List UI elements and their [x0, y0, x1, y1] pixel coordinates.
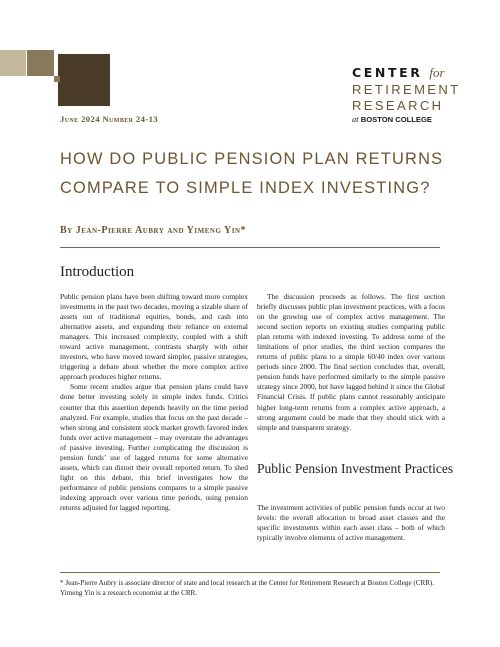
left-paragraph-1: Public pension plans have been shifting toward more complex investments in the past two decades, moving a sizable share of assets out of traditional equities, bonds, and cash into alternative assets, and expanding their reliance on external managers. This increased complexity, coupled with a shift toward active management, contrasts sharply with other investors, who have moved toward simpler, passive strategies, triggering a debate about whether the more complex active approach produces higher returns.	[60, 292, 248, 382]
header-square-dark	[58, 54, 110, 106]
header-square-mid	[27, 50, 54, 76]
divider-footnote	[60, 572, 440, 573]
right-column	[257, 292, 445, 433]
issue-line: June 2024 Number 24-13	[60, 114, 158, 124]
left-column	[60, 292, 248, 513]
footnote: * Jean-Pierre Aubry is associate director of state and local research at the Center for Retirement Research at Boston College (CRR). Yimeng Yin is a research economist at the CRR.	[60, 579, 435, 597]
header-square-light	[0, 50, 26, 76]
crr-logo: CENTER for RETIREMENT RESEARCH at BOSTON COLLEGE	[352, 65, 461, 124]
section-heading-introduction: Introduction	[60, 264, 135, 280]
divider-top	[60, 247, 440, 248]
header-square-small	[54, 76, 60, 82]
authors-line: By Jean-Pierre Aubry and Yimeng Yin*	[60, 225, 247, 236]
right-paragraph-2: The investment activities of public pension funds occur at two levels: the overall allocation to broad asset classes and the specific investments within each asset class – both of which typically involve elements of active management.	[257, 503, 445, 543]
section-heading-practices: Public Pension Investment Practices	[257, 461, 454, 476]
left-paragraph-2: Some recent studies argue that pension plans could have done better investing solely in simple index funds. Critics counter that this assertion depends heavily on the time period analyzed. For example, studies that focus on the past decade – when strong and consistent stock market growth favored index funds over active management – may overstate the advantages of passive investing. Further complicating the discussion is pension funds’ use of lagged returns for some alternative assets, which can distort their overall reported return. To shed light on this debate, this brief investigates how the performance of public pensions compares to a simple passive indexing approach over various time periods, using pension returns adjusted for lagged reporting.	[60, 382, 248, 512]
right-paragraph-1: The discussion proceeds as follows. The first section briefly discusses public plan investment practices, with a focus on the growing use of complex active management. The second section reports on existing studies comparing public plan returns with indexed investing. To address some of the limitations of prior studies, the third section compares the returns of public plans to a simple 60/40 index over various periods since 2000. The final section concludes that, overall, pension funds have performed similarly to the simple passive strategy since 2000, but have lagged behind it since the Global Financial Crisis. If public plans cannot reasonably anticipate higher long-term returns from a complex active approach, a strong argument could be made that they should stick with a simple and transparent strategy.	[257, 292, 445, 432]
right-column-lower	[257, 503, 445, 543]
page-title: HOW DO PUBLIC PENSION PLAN RETURNS COMPARE TO SIMPLE INDEX INVESTING?	[60, 150, 444, 197]
